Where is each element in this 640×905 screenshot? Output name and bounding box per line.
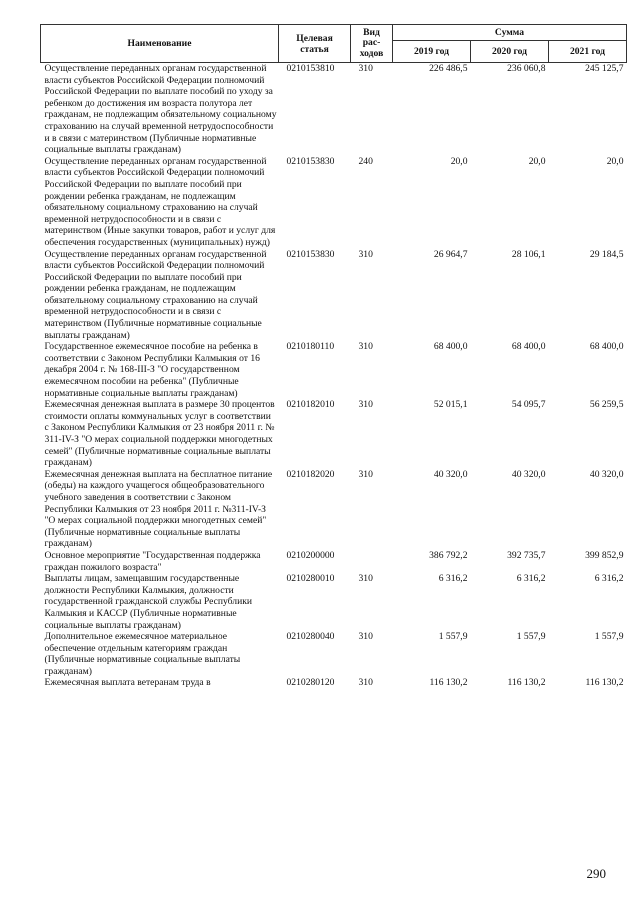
- row-type: 310: [358, 341, 373, 353]
- row-2021: 20,0: [606, 155, 624, 167]
- row-2021: 245 125,7: [549, 63, 627, 156]
- row-2019: 40 320,0: [433, 468, 468, 480]
- row-code: 0210280010: [286, 573, 335, 585]
- row-name: Основное мероприятие "Государственная поддержка граждан пожилого возраста": [44, 549, 261, 573]
- table-row: [41, 341, 627, 399]
- row-code: 0210182020: [286, 468, 335, 480]
- row-2021: 56 259,5: [589, 399, 624, 411]
- table-row: [41, 469, 627, 550]
- row-type: 310: [358, 677, 373, 689]
- row-name: Дополнительное ежемесячное материальное обеспечение отдельным категориям граждан (Публичные нормативные социальные выплаты гражданам): [44, 631, 241, 677]
- row-code: 0210200000: [286, 549, 335, 561]
- row-2019: 6 316,2: [438, 573, 468, 585]
- table-row: [41, 550, 627, 573]
- row-2019: 68 400,0: [433, 341, 468, 353]
- row-2019: 226 486,5: [393, 63, 471, 156]
- row-2021: 68 400,0: [589, 341, 624, 353]
- row-code: 0210153830: [286, 248, 335, 260]
- row-code: 0210182010: [286, 399, 335, 411]
- table-row: [41, 399, 627, 469]
- row-name: Ежемесячная денежная выплата на бесплатное питание (обеды) на каждого учащегося общеобразовательного учебного заведения в соответствии с Законом Республики Калмыкия от 23 ноября 2011 г. №311-IV-З "О мерах социальной поддержки многодетных семей" (Публичные нормативные социальные выплаты гражданам): [44, 468, 273, 550]
- table-row: [41, 631, 627, 677]
- row-name: Осуществление переданных органам государственной власти субъектов Российской Федерации полномочий Российской Федерации по выплате пособий при рождении ребенка гражданам, не подлежащим обязательному социальному страхованию на случай временной нетрудоспособности и в связи с материнством (Иные закупки товаров, работ и услуг для обеспечения государственных (муниципальных) нужд): [44, 155, 276, 248]
- header-year-2020: 2020 год: [471, 41, 549, 63]
- row-2019: 1 557,9: [438, 631, 468, 643]
- row-name: Государственное ежемесячное пособие на ребенка в соответствии с Законом Республики Калмыкия от 16 декабря 2004 г. № 168-III-З "О государственном ежемесячном пособии на ребенка" (Публичные нормативные социальные выплаты гражданам): [44, 341, 260, 399]
- header-year-2019: 2019 год: [393, 41, 471, 63]
- header-type-line3: ходов: [359, 47, 384, 59]
- row-2019: 26 964,7: [433, 248, 468, 260]
- row-2021: 29 184,5: [589, 248, 624, 260]
- table-row: [41, 249, 627, 342]
- row-type: 310: [358, 573, 373, 585]
- row-type: 310: [358, 399, 373, 411]
- header-type-line1: Вид: [363, 26, 380, 38]
- table-body: [41, 63, 627, 690]
- row-2020: 1 557,9: [516, 631, 546, 643]
- table-row: [41, 156, 627, 249]
- row-2020: 6 316,2: [516, 573, 546, 585]
- row-code: 0210280040: [286, 631, 335, 643]
- row-code: 0210153830: [286, 155, 335, 167]
- row-2020: 392 735,7: [507, 549, 546, 561]
- table-row: [41, 677, 627, 689]
- header-type-line2: рас-: [362, 37, 381, 49]
- row-code: 0210180110: [286, 341, 335, 353]
- row-2021: 399 852,9: [585, 549, 624, 561]
- row-name: Осуществление переданных органам государственной власти субъектов Российской Федерации полномочий Российской Федерации по выплате пособий по уходу за ребенком до достижения им возраста полутора лет гражданам, не подлежащим обязательному социальному страхованию на случай временной нетрудоспособности и в связи с материнством (Публичные нормативные социальные выплаты гражданам): [41, 63, 279, 156]
- header-sum: Сумма: [393, 25, 627, 41]
- row-2021: 116 130,2: [585, 677, 624, 689]
- row-2020: 116 130,2: [507, 677, 546, 689]
- header-type: [351, 25, 393, 63]
- row-type: 310: [351, 63, 393, 156]
- row-2020: 236 060,8: [471, 63, 549, 156]
- row-name: Осуществление переданных органам государственной власти субъектов Российской Федерации полномочий Российской Федерации по выплате пособий при рождении ребенка гражданам, не подлежащим обязательному социальному страхованию на случай временной нетрудоспособности и в связи с материнством (Публичные нормативные социальные выплаты гражданам): [44, 248, 267, 341]
- budget-table: [40, 24, 627, 689]
- row-code: 0210280120: [286, 677, 335, 689]
- row-2021: 1 557,9: [594, 631, 624, 643]
- page-number: 290: [586, 866, 606, 881]
- row-2019: 52 015,1: [433, 399, 468, 411]
- row-2019: 386 792,2: [429, 549, 468, 561]
- row-type: 310: [358, 631, 373, 643]
- row-name: Выплаты лицам, замещавшим государственные должности Республики Калмыкия, должности государственной гражданской службы Республики Калмыкия и КАССР (Публичные нормативные социальные выплаты гражданам): [44, 573, 252, 631]
- row-2020: 28 106,1: [511, 248, 546, 260]
- row-2020: 54 095,7: [511, 399, 546, 411]
- table-row: [41, 63, 627, 156]
- row-2021: 6 316,2: [594, 573, 624, 585]
- row-2021: 40 320,0: [589, 468, 624, 480]
- row-2020: 20,0: [528, 155, 546, 167]
- row-type: 240: [358, 155, 373, 167]
- row-code: 0210153810: [279, 63, 351, 156]
- header-year-2021: 2021 год: [549, 41, 627, 63]
- table-row: [41, 573, 627, 631]
- row-2019: 116 130,2: [429, 677, 468, 689]
- header-name: Наименование: [41, 25, 279, 63]
- row-2020: 68 400,0: [511, 341, 546, 353]
- table-header: [41, 25, 627, 63]
- row-type: 310: [358, 468, 373, 480]
- row-2019: 20,0: [450, 155, 468, 167]
- header-code: Целевая статья: [279, 25, 351, 63]
- row-name: Ежемесячная денежная выплата в размере 30 процентов стоимости оплаты коммунальных услуг в соответствии с Законом Республики Калмыкия от 23 ноября 2011 г. № 311-IV-З "О мерах социальной поддержки многодетных семей" (Публичные нормативные социальные выплаты гражданам): [44, 399, 275, 469]
- row-type: 310: [358, 248, 373, 260]
- row-2020: 40 320,0: [511, 468, 546, 480]
- row-name: Ежемесячная выплата ветеранам труда в: [44, 677, 211, 689]
- row-type: [351, 550, 393, 573]
